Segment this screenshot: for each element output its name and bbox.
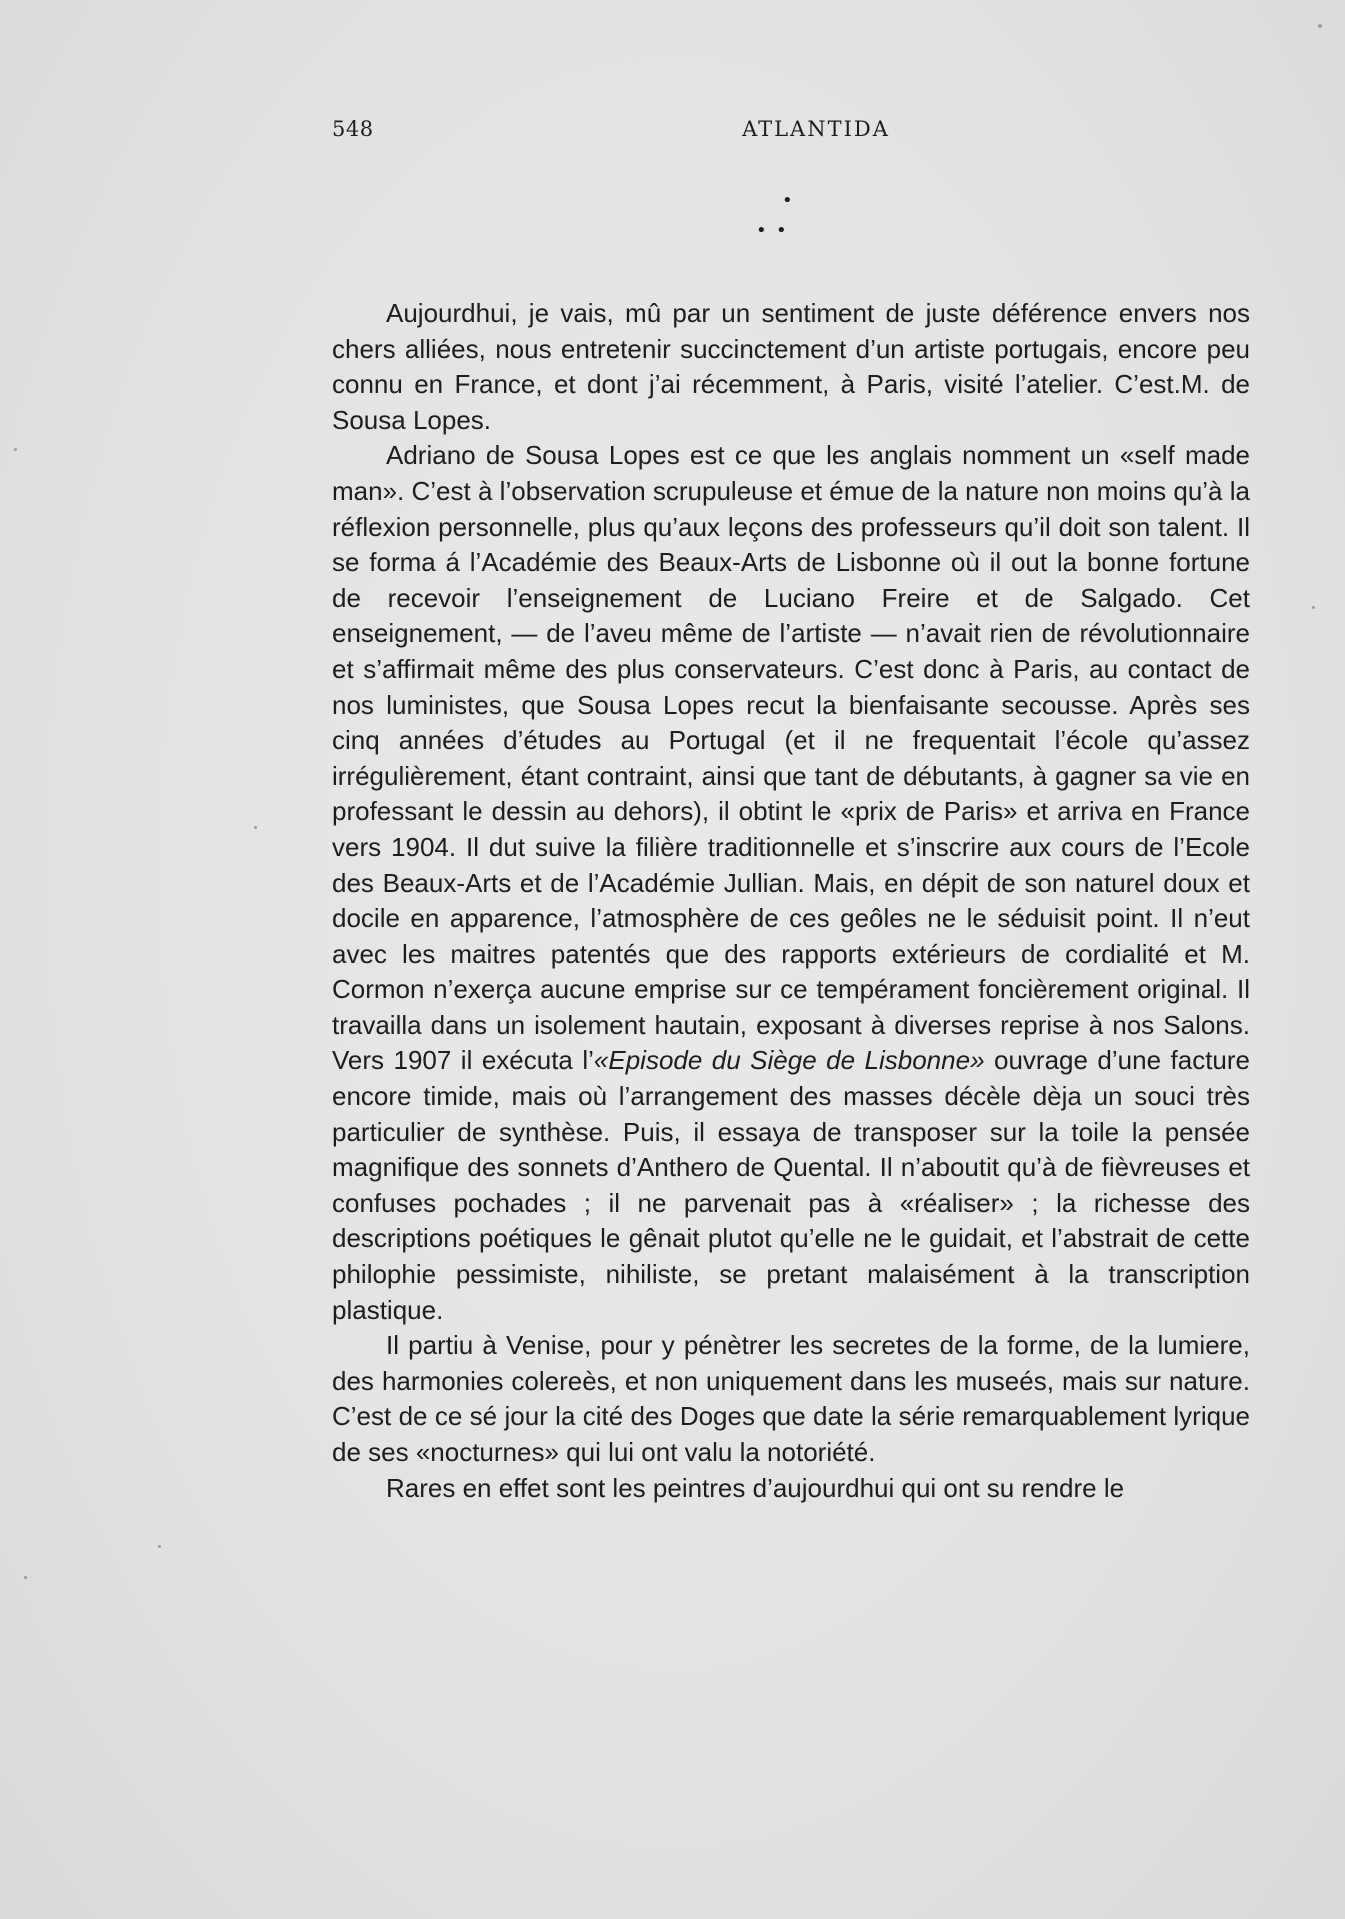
- journal-title: ATLANTIDA: [742, 117, 890, 141]
- paper-speck: [1312, 606, 1315, 609]
- paragraph-text: ouvrage d’une facture encore timide, mais où l’arrangement des masses décèle dèja un souci très particulier de synthèse. Puis, il essaya de transposer sur la toile la pensée magnifique des sonnets d’Anthero de Quental. Il n’aboutit qu’à de fièvreuses et confuses pochades ; il ne parvenait pas à «réaliser» ; la richesse des descriptions poétiques le gênait plutot qu’elle ne le guidait, et l’abstrait de cette philophie pessimiste, nihiliste, se pretant malaisément à la transcription plastique.: [332, 1045, 1250, 1325]
- paper-speck: [158, 1545, 161, 1548]
- ornament-dot: •: [776, 220, 787, 241]
- article-body: [332, 296, 1250, 1506]
- paragraph-text: Il partiu à Venise, pour y pénètrer les secretes de la forme, de la lumiere, des harmonies colereès, et non uniquement dans les museés, mais sur nature. C’est de ce sé jour la cité des Doges que date la série remarquablement lyrique de ses «nocturnes» qui lui ont valu la notoriété.: [332, 1330, 1250, 1467]
- paragraph: [332, 438, 1250, 1328]
- running-head: [332, 117, 1250, 147]
- paragraph: [332, 1328, 1250, 1470]
- paper-speck: [254, 826, 257, 829]
- page-number: 548: [332, 117, 374, 141]
- ornament-dot: •: [756, 220, 767, 241]
- ornament-dot: •: [782, 190, 793, 211]
- section-ornament: [740, 192, 820, 252]
- paragraph: [332, 296, 1250, 438]
- paper-speck: [1318, 24, 1322, 28]
- paragraph-text: Adriano de Sousa Lopes est ce que les anglais nomment un «self made man». C’est à l’observation scrupuleuse et émue de la nature non moins qu’à la réflexion personnelle, plus qu’aux leçons des professeurs qu’il doit son talent. Il se forma á l’Académie des Beaux-Arts de Lisbonne où il out la bonne fortune de recevoir l’enseignement de Luciano Freire et de Salgado. Cet enseignement, — de l’aveu même de l’artiste — n’avait rien de révolutionnaire et s’affirmait même des plus conservateurs. C’est donc à Paris, au contact de nos luministes, que Sousa Lopes recut la bienfaisante secousse. Après ses cinq années d’études au Portugal (et il ne frequentait l’école qu’assez irrégulièrement, étant contraint, ainsi que tant de débutants, à gagner sa vie en professant le dessin au dehors), il obtint le «prix de Paris» et arriva en France vers 1904. Il dut suive la filière traditionnelle et s’inscrire aux cours de l’Ecole des Beaux-Arts et de l’Académie Jullian. Mais, en dépit de son naturel doux et docile en apparence, l’atmosphère de ces geôles ne le séduisit point. Il n’eut avec les maitres patentés que des rapports extérieurs de cordialité et M. Cormon n’exerça aucune emprise sur ce tempérament foncièrement original. Il travailla dans un isolement hautain, exposant à diverses reprise à nos Salons. Vers 1907 il exécuta l’: [332, 440, 1250, 1076]
- paragraph: [332, 1471, 1250, 1507]
- paragraph-text: Rares en effet sont les peintres d’aujourdhui qui ont su rendre le: [386, 1472, 1125, 1503]
- paragraph-text: Aujourdhui, je vais, mû par un sentiment de juste déférence envers nos chers alliées, nous entretenir succinctement d’un artiste portugais, encore peu connu en France, et dont j’ai récemment, à Paris, visité l’atelier. C’est.M. de Sousa Lopes.: [332, 298, 1250, 435]
- artwork-title: «Episode du Siège de Lisbonne»: [593, 1045, 985, 1076]
- paper-speck: [24, 1576, 27, 1579]
- paper-speck: [14, 448, 17, 451]
